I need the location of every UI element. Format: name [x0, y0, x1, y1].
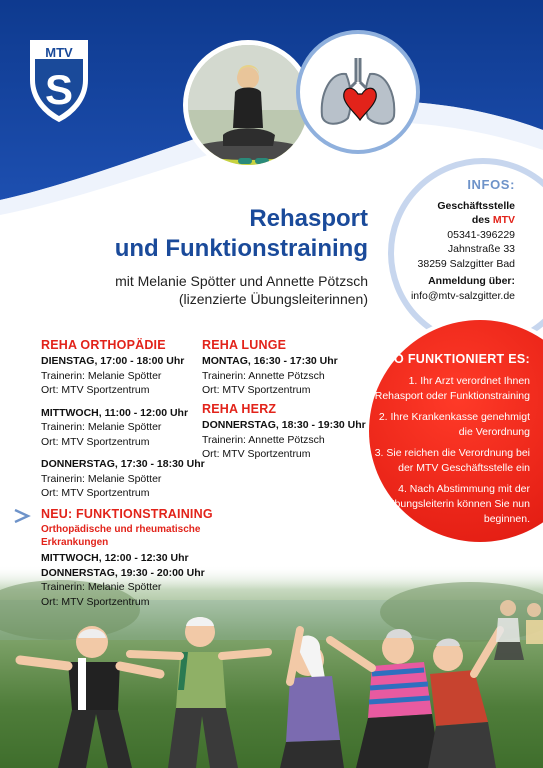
svg-text:MTV: MTV [45, 45, 73, 60]
svg-text:S: S [44, 66, 74, 113]
lungs-heart-illustration [296, 30, 420, 154]
arrow-icon [14, 509, 36, 523]
schedule-block: MITTWOCH, 11:00 - 12:00 Uhr Trainerin: Melanie Spötter Ort: MTV Sportzentrum [41, 406, 189, 448]
office-street: Jahnstraße 33 [447, 243, 515, 255]
step-1: 1. Ihr Arzt verordnet Ihnen Rehasport oder Funktionstraining [374, 375, 530, 402]
office-city: 38259 Salzgitter Bad [417, 257, 515, 270]
section-title: NEU: FUNKTIONSTRAINING [41, 507, 213, 521]
reha-herz-section: REHA HERZ DONNERSTAG, 18:30 - 19:30 Uhr Trainerin: Annette Pötzsch Ort: MTV Sportzentrum [202, 402, 366, 460]
step-2: 2. Ihre Krankenkasse genehmigt die Verordnung [378, 411, 530, 438]
how-it-works-text [372, 352, 530, 533]
lungs-icon [300, 34, 416, 150]
reha-lunge-section: REHA LUNGE MONTAG, 16:30 - 17:30 Uhr Trainerin: Annette Pötzsch Ort: MTV Sportzentrum [202, 338, 338, 396]
step-4: 4. Nach Abstimmung mit der Übungsleiterin können Sie nun beginnen. [386, 483, 530, 525]
schedule-block: DONNERSTAG, 17:30 - 18:30 Uhr Trainerin: Melanie Spötter Ort: MTV Sportzentrum [41, 458, 205, 499]
funktionstraining-section: NEU: FUNKTIONSTRAINING Orthopädische und rheumatische Erkrankungen MITTWOCH, 12:00 - 12:30 Uhr DONNERSTAG, 19:30 - 20:00 Uhr Trainerin: Melanie Spötter Ort: MTV Sportzentrum [41, 507, 213, 608]
step-3: 3. Sie reichen die Verordnung bei der MTV Geschäftsstelle ein [374, 447, 530, 474]
office-line1: Geschäftsstelle [437, 199, 515, 212]
schedule-block: DIENSTAG, 17:00 - 18:00 Uhr Trainerin: Melanie Spötter Ort: MTV Sportzentrum [41, 355, 185, 396]
section-title: REHA ORTHOPÄDIE [41, 338, 166, 352]
how-it-works-heading: SO FUNKTIONIERT ES: [385, 352, 530, 366]
mtv-logo [28, 38, 90, 124]
office-phone[interactable]: 05341-396229 [447, 228, 515, 241]
signup-email[interactable]: info@mtv-salzgitter.de [410, 289, 515, 302]
seniors-exercise-illustration [0, 590, 543, 768]
page-title: Rehasport und Funktionstraining [114, 205, 368, 262]
infos-heading: INFOS: [467, 177, 515, 192]
reha-orthopaedie-section [41, 338, 205, 501]
section-title: REHA LUNGE [202, 338, 287, 352]
office-line2: des MTV [471, 214, 515, 226]
section-title: REHA HERZ [202, 402, 277, 416]
trainer-photo [183, 40, 313, 170]
subtitle: mit Melanie Spötter und Annette Pötzsch (lizenzierte Übungsleiterinnen) [115, 273, 368, 307]
signup-label: Anmeldung über: [428, 275, 515, 287]
